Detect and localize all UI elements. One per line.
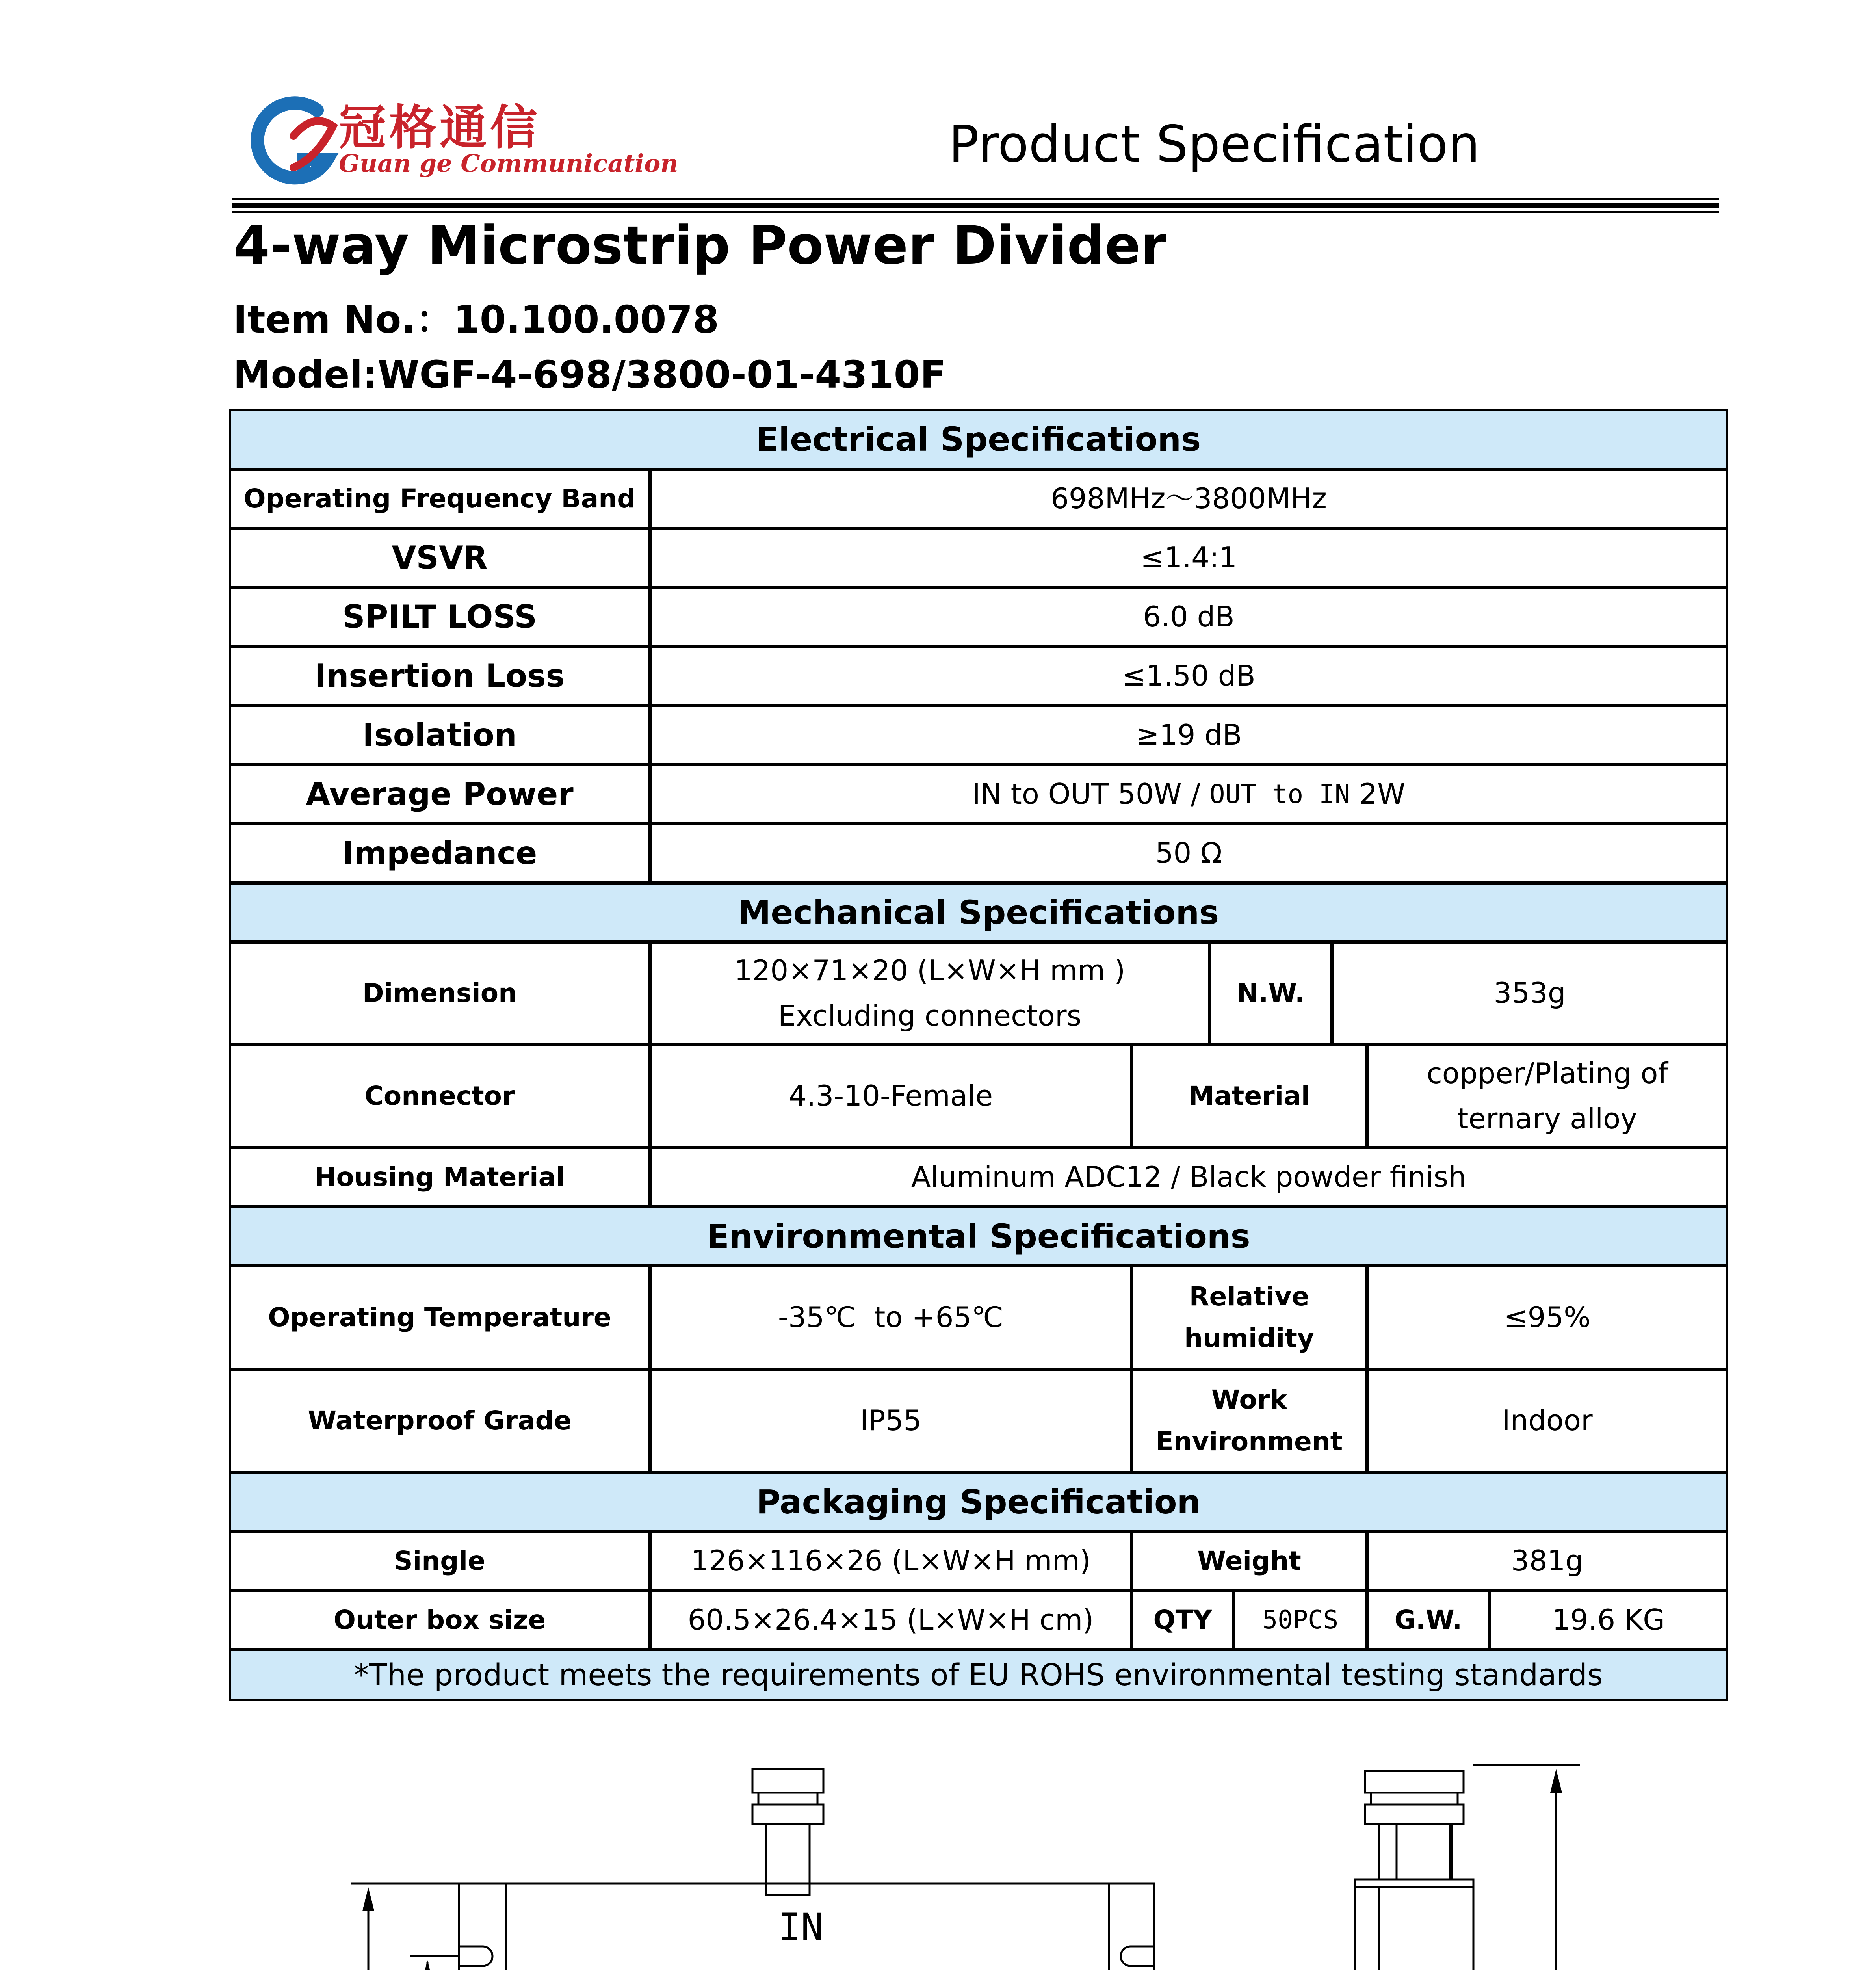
label-single-package: Single — [229, 1531, 650, 1591]
value-isolation: ≥19 dB — [650, 705, 1728, 765]
label-relative-humidity — [1131, 1266, 1367, 1370]
header-rule-thin — [232, 211, 1719, 213]
label-insertion-loss: Insertion Loss — [229, 646, 650, 706]
value-quantity: 50PCS — [1233, 1590, 1367, 1650]
model-value: WGF-4-698/3800-01-4310F — [377, 353, 946, 397]
value-average-power — [650, 764, 1728, 824]
label-housing-material: Housing Material — [229, 1147, 650, 1207]
work-label-line-1: Work — [1211, 1385, 1287, 1415]
header-rule-thin — [232, 198, 1719, 200]
value-housing-material: Aluminum ADC12 / Black powder finish — [650, 1147, 1728, 1207]
value-outer-box-size: 60.5×26.4×15 (L×W×H cm) — [650, 1590, 1132, 1650]
label-split-loss: SPILT LOSS — [229, 587, 650, 647]
specification-table — [230, 410, 1729, 1701]
label-impedance: Impedance — [229, 823, 650, 883]
average-power-in-to-out: IN to OUT 50W / — [972, 777, 1209, 811]
label-isolation: Isolation — [229, 705, 650, 765]
section-header-mechanical: Mechanical Specifications — [229, 883, 1728, 942]
label-vsvr: VSVR — [229, 528, 650, 588]
material-line-1: copper/Plating of — [1427, 1056, 1668, 1090]
label-in: IN — [778, 1905, 824, 1950]
section-header-environmental: Environmental Specifications — [229, 1206, 1728, 1266]
value-package-weight: 381g — [1367, 1531, 1728, 1591]
front-view-labels — [345, 1905, 1214, 1970]
label-outer-box-size: Outer box size — [229, 1590, 650, 1650]
product-title: 4-way Microstrip Power Divider — [233, 215, 1167, 276]
logo-chinese-name: 冠格通信 — [339, 100, 541, 155]
humidity-label-line-1: Relative — [1189, 1281, 1309, 1312]
label-frequency-band: Operating Frequency Band — [229, 469, 650, 529]
average-power-out-to-in-label: OUT to IN — [1209, 779, 1350, 810]
label-material: Material — [1131, 1044, 1367, 1148]
value-operating-temperature: -35℃ to +65℃ — [650, 1266, 1132, 1370]
value-single-package: 126×116×26 (L×W×H mm) — [650, 1531, 1132, 1591]
value-frequency-band: 698MHz～3800MHz — [650, 469, 1728, 529]
work-label-line-2: Environment — [1155, 1426, 1343, 1457]
side-view — [1296, 1765, 1580, 1970]
logo-english-name: Guan ge Communication — [339, 149, 678, 178]
label-quantity: QTY — [1131, 1590, 1234, 1650]
model-label: Model: — [233, 353, 378, 397]
label-waterproof-grade: Waterproof Grade — [229, 1369, 650, 1473]
value-net-weight: 353g — [1332, 942, 1728, 1045]
value-insertion-loss: ≤1.50 dB — [650, 646, 1728, 706]
humidity-label-line-2: humidity — [1184, 1323, 1314, 1353]
label-average-power: Average Power — [229, 764, 650, 824]
value-material — [1367, 1044, 1728, 1148]
rohs-compliance-note: *The product meets the requirements of EU ROHS environmental testing standards — [229, 1649, 1728, 1701]
label-dimension: Dimension — [229, 942, 650, 1045]
dimension-size: 120×71×20 (L×W×H mm ) — [734, 953, 1126, 987]
value-work-environment: Indoor — [1367, 1369, 1728, 1473]
value-impedance: 50 Ω — [650, 823, 1728, 883]
value-relative-humidity: ≤95% — [1367, 1266, 1728, 1370]
section-header-electrical: Electrical Specifications — [229, 409, 1728, 470]
item-number-line — [233, 290, 719, 344]
label-net-weight: N.W. — [1209, 942, 1332, 1045]
label-connector: Connector — [229, 1044, 650, 1148]
label-operating-temperature: Operating Temperature — [229, 1266, 650, 1370]
value-gross-weight: 19.6 KG — [1489, 1590, 1728, 1650]
dimension-note: Excluding connectors — [778, 999, 1082, 1032]
item-number-label: Item No. — [233, 297, 416, 342]
label-package-weight: Weight — [1131, 1531, 1367, 1591]
value-connector: 4.3-10-Female — [650, 1044, 1132, 1148]
label-work-environment — [1131, 1369, 1367, 1473]
average-power-out-to-in-value: 2W — [1350, 777, 1406, 811]
label-gross-weight: G.W. — [1367, 1590, 1490, 1650]
material-line-2: ternary alloy — [1457, 1102, 1637, 1135]
header-rule-thick — [232, 203, 1719, 208]
model-line — [233, 353, 946, 397]
section-header-packaging: Packaging Specification — [229, 1472, 1728, 1532]
value-waterproof-grade: IP55 — [650, 1369, 1132, 1473]
technical-drawing — [0, 1726, 1876, 1970]
item-number-value: 10.100.0078 — [453, 297, 719, 342]
item-number-separator: ： — [415, 297, 453, 342]
value-vsvr: ≤1.4:1 — [650, 528, 1728, 588]
value-split-loss: 6.0 dB — [650, 587, 1728, 647]
value-dimension — [650, 942, 1210, 1045]
document-title: Product Specification — [949, 115, 1480, 174]
